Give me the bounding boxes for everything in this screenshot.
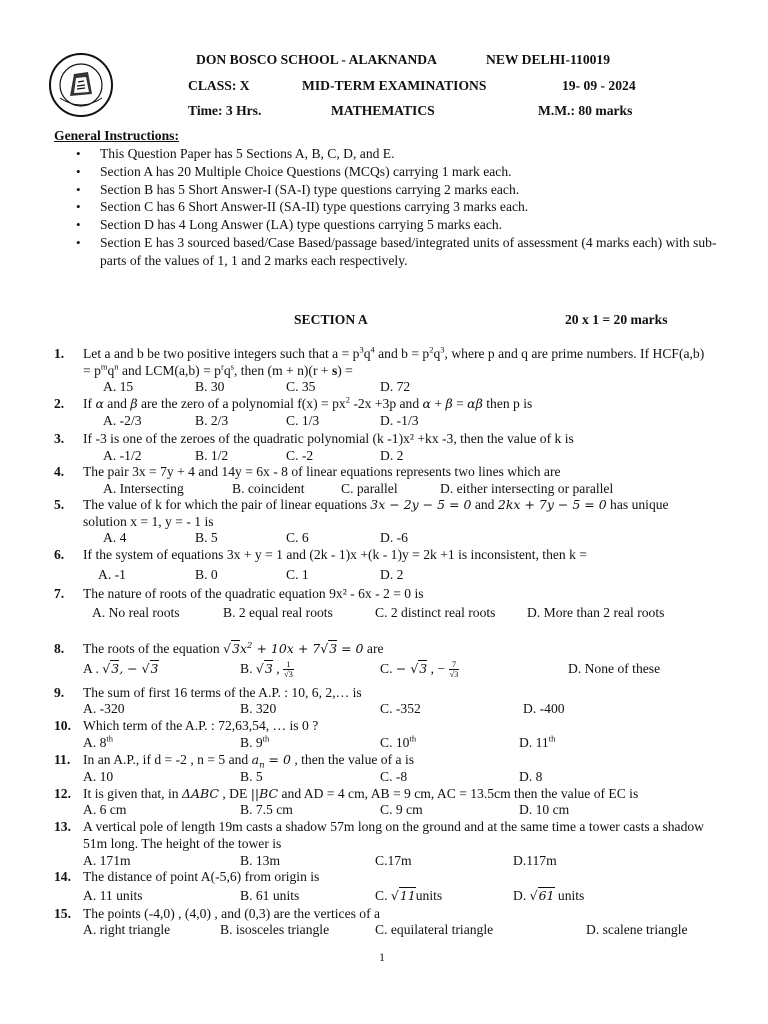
subject-name: MATHEMATICS	[331, 103, 435, 118]
option-b: B. 2 equal real roots	[223, 605, 333, 620]
option-d: D. 72	[380, 379, 411, 394]
question-text: The distance of point A(-5,6) from origin is	[83, 869, 320, 884]
options-row	[54, 378, 714, 395]
option-b: B. isosceles triangle	[220, 922, 330, 937]
option-b: B. 13m	[240, 853, 281, 868]
option-a: A. -2/3	[103, 413, 142, 428]
max-marks: M.M.: 80 marks	[538, 103, 633, 118]
question-text: Which term of the A.P. : 72,63,54, … is 0 ?	[83, 718, 319, 733]
option-c: C. 6	[286, 530, 309, 545]
question-text: A vertical pole of length 19m casts a shadow 57m long on the ground and at the same time a tower casts a shadow 51m long. The height of the tower is	[83, 819, 705, 851]
question-text: The value of k for which the pair of linear equations 3x − 2y − 5 = 0 and 2kx + 7y − 5 = 0 has unique solution x = 1, y = - 1 is	[83, 497, 669, 529]
option-a: A. -1/2	[103, 448, 142, 463]
question-number: 9.	[54, 685, 65, 700]
option-a: A . √3, − √3	[83, 661, 159, 676]
option-b: B. 30	[195, 379, 225, 394]
options-row	[54, 529, 714, 546]
class-label: CLASS: X	[188, 78, 250, 93]
question-text: The sum of first 16 terms of the A.P. : 10, 6, 2,… is	[83, 685, 362, 700]
option-a: A. 11 units	[83, 888, 143, 903]
option-a: A. 4	[103, 530, 127, 545]
school-name: DON BOSCO SCHOOL - ALAKNANDA	[196, 52, 437, 67]
option-b: B. 0	[195, 567, 218, 582]
instruction-item: • Section E has 3 sourced based/Case Based/passage based/integrated units of assessment (4 marks each) with sub-parts of the values of 1, 1 and 2 marks each respectively.	[72, 234, 722, 270]
question-text: If α and β are the zero of a polynomial $f(x) = px^2$ -2x +3p and α + β = αβ then p is	[83, 394, 533, 411]
option-c: C. 1	[286, 567, 309, 582]
option-b: B. 7.5 cm	[240, 802, 293, 817]
question-number: 15.	[54, 906, 71, 921]
question-text: The points (-4,0) , (4,0) , and (0,3) are the vertices of a	[83, 906, 381, 921]
options-row	[54, 852, 714, 869]
options-row	[54, 801, 714, 818]
option-b: B. 5	[195, 530, 218, 545]
option-d: D. -1/3	[380, 413, 419, 428]
option-d: D. scalene triangle	[586, 922, 688, 937]
option-c: C.17m	[375, 853, 412, 868]
option-d: D. 10 cm	[519, 802, 570, 817]
question-number: 1.	[54, 346, 65, 361]
options-row	[54, 700, 714, 717]
section-title: SECTION A	[294, 312, 368, 327]
option-a: A. 171m	[83, 853, 131, 868]
option-d: D. 8	[519, 769, 543, 784]
option-d: D. 2	[380, 567, 404, 582]
option-b: B. 5	[240, 769, 263, 784]
option-d: D. either intersecting or parallel	[440, 481, 614, 496]
options-row	[54, 566, 714, 583]
options-row	[54, 660, 714, 682]
exam-date: 19- 09 - 2024	[562, 78, 636, 93]
question-number: 14.	[54, 869, 71, 884]
question-number: 11.	[54, 752, 71, 767]
question-text: The nature of roots of the quadratic equation 9x² - 6x - 2 = 0 is	[83, 586, 424, 601]
options-row	[54, 412, 714, 429]
question-text: In an A.P., if d = -2 , n = 5 and $a_n = 0$ , then the value of a is	[83, 752, 415, 771]
option-c: C. − √3 , − $\frac{7}{√3}$	[380, 659, 459, 680]
question-number: 10.	[54, 718, 71, 733]
options-row	[54, 887, 714, 904]
options-row	[54, 768, 714, 785]
question-number: 5.	[54, 497, 65, 512]
question-number: 4.	[54, 464, 65, 479]
option-a: A. right triangle	[83, 922, 171, 937]
school-city: NEW DELHI-110019	[486, 52, 611, 67]
option-a: A. 15	[103, 379, 134, 394]
option-c: C. 35	[286, 379, 316, 394]
question-text: If the system of equations 3x + y = 1 and (2k - 1)x +(k - 1)y = 2k +1 is inconsistent, then k =	[83, 547, 587, 562]
options-row	[54, 604, 714, 621]
option-b: B. 61 units	[240, 888, 300, 903]
instruction-item: • Section C has 6 Short Answer-II (SA-II) type questions carrying 3 marks each.	[72, 198, 722, 216]
option-d: D. 2	[380, 448, 404, 463]
option-c: C. equilateral triangle	[375, 922, 494, 937]
options-row	[54, 447, 714, 464]
instruction-item: • Section B has 5 Short Answer-I (SA-I) type questions carrying 2 marks each.	[72, 181, 722, 199]
option-a: A. -320	[83, 701, 125, 716]
option-d: D.117m	[513, 853, 557, 868]
instruction-item: • Section A has 20 Multiple Choice Questions (MCQs) carrying 1 mark each.	[72, 163, 722, 181]
options-row	[54, 734, 714, 751]
option-d: D. More than 2 real roots	[527, 605, 665, 620]
option-b: B. 320	[240, 701, 277, 716]
option-a: A. 8th	[83, 733, 114, 750]
question-number: 7.	[54, 586, 65, 601]
option-a: A. No real roots	[92, 605, 180, 620]
option-d: D. None of these	[568, 661, 661, 676]
options-row	[54, 480, 714, 497]
option-a: A. 6 cm	[83, 802, 127, 817]
question-number: 12.	[54, 786, 71, 801]
instructions-list	[72, 145, 722, 270]
option-a: A. -1	[98, 567, 126, 582]
option-d: D. 11th	[519, 733, 556, 750]
option-d: D. √61 units	[513, 888, 585, 903]
option-c: C. 1/3	[286, 413, 320, 428]
exam-name: MID-TERM EXAMINATIONS	[302, 78, 487, 93]
option-d: D. -400	[523, 701, 565, 716]
question-number: 13.	[54, 819, 71, 834]
option-d: D. -6	[380, 530, 408, 545]
instruction-item: • Section D has 4 Long Answer (LA) type questions carrying 5 marks each.	[72, 216, 722, 234]
question-text: The roots of the equation $√3x^2 + 10x + 7√3 = 0$ are	[83, 640, 384, 656]
option-b: B. √3 , $\frac{1}{√3}$	[240, 659, 293, 680]
option-b: B. coincident	[232, 481, 305, 496]
option-c: C. -2	[286, 448, 314, 463]
section-marks: 20 x 1 = 20 marks	[565, 312, 668, 327]
instructions-title: General Instructions:	[54, 128, 179, 143]
question-number: 8.	[54, 641, 65, 656]
question-text: The pair 3x = 7y + 4 and 14y = 6x - 8 of linear equations represents two lines which are	[83, 464, 561, 479]
option-a: A. 10	[83, 769, 114, 784]
option-b: B. 9th	[240, 733, 270, 750]
question-text: It is given that, in ΔABC , DE ||BC and AD = 4 cm, AB = 9 cm, AC = 13.5cm then the value of EC is	[83, 786, 639, 801]
option-a: A. Intersecting	[103, 481, 184, 496]
option-c: C. 9 cm	[380, 802, 423, 817]
question-number: 3.	[54, 431, 65, 446]
option-c: C. -8	[380, 769, 408, 784]
question-text: If -3 is one of the zeroes of the quadratic polynomial (k -1)x² +kx -3, then the value of k is	[83, 431, 574, 446]
question-number: 6.	[54, 547, 65, 562]
option-b: B. 1/2	[195, 448, 229, 463]
question-text: Let a and b be two positive integers such that $a = p^3q^4$ and $b = p^2q^3$, where p and q are prime numbers. If $HCF(a,b) = p^mq^n$ and $LCM(a,b) = p^rq^s$, then (m + n)(r + s) =	[83, 344, 705, 378]
option-b: B. 2/3	[195, 413, 229, 428]
options-row	[54, 921, 714, 938]
exam-time: Time: 3 Hrs.	[188, 103, 262, 118]
page-number: 1	[379, 950, 385, 964]
instruction-item: • This Question Paper has 5 Sections A, B, C, D, and E.	[72, 145, 722, 163]
question-number: 2.	[54, 396, 65, 411]
option-c: C. √11units	[375, 888, 443, 903]
school-logo-icon	[48, 52, 114, 118]
option-c: C. 10th	[380, 733, 417, 750]
option-c: C. -352	[380, 701, 421, 716]
option-c: C. 2 distinct real roots	[375, 605, 496, 620]
option-c: C. parallel	[341, 481, 398, 496]
